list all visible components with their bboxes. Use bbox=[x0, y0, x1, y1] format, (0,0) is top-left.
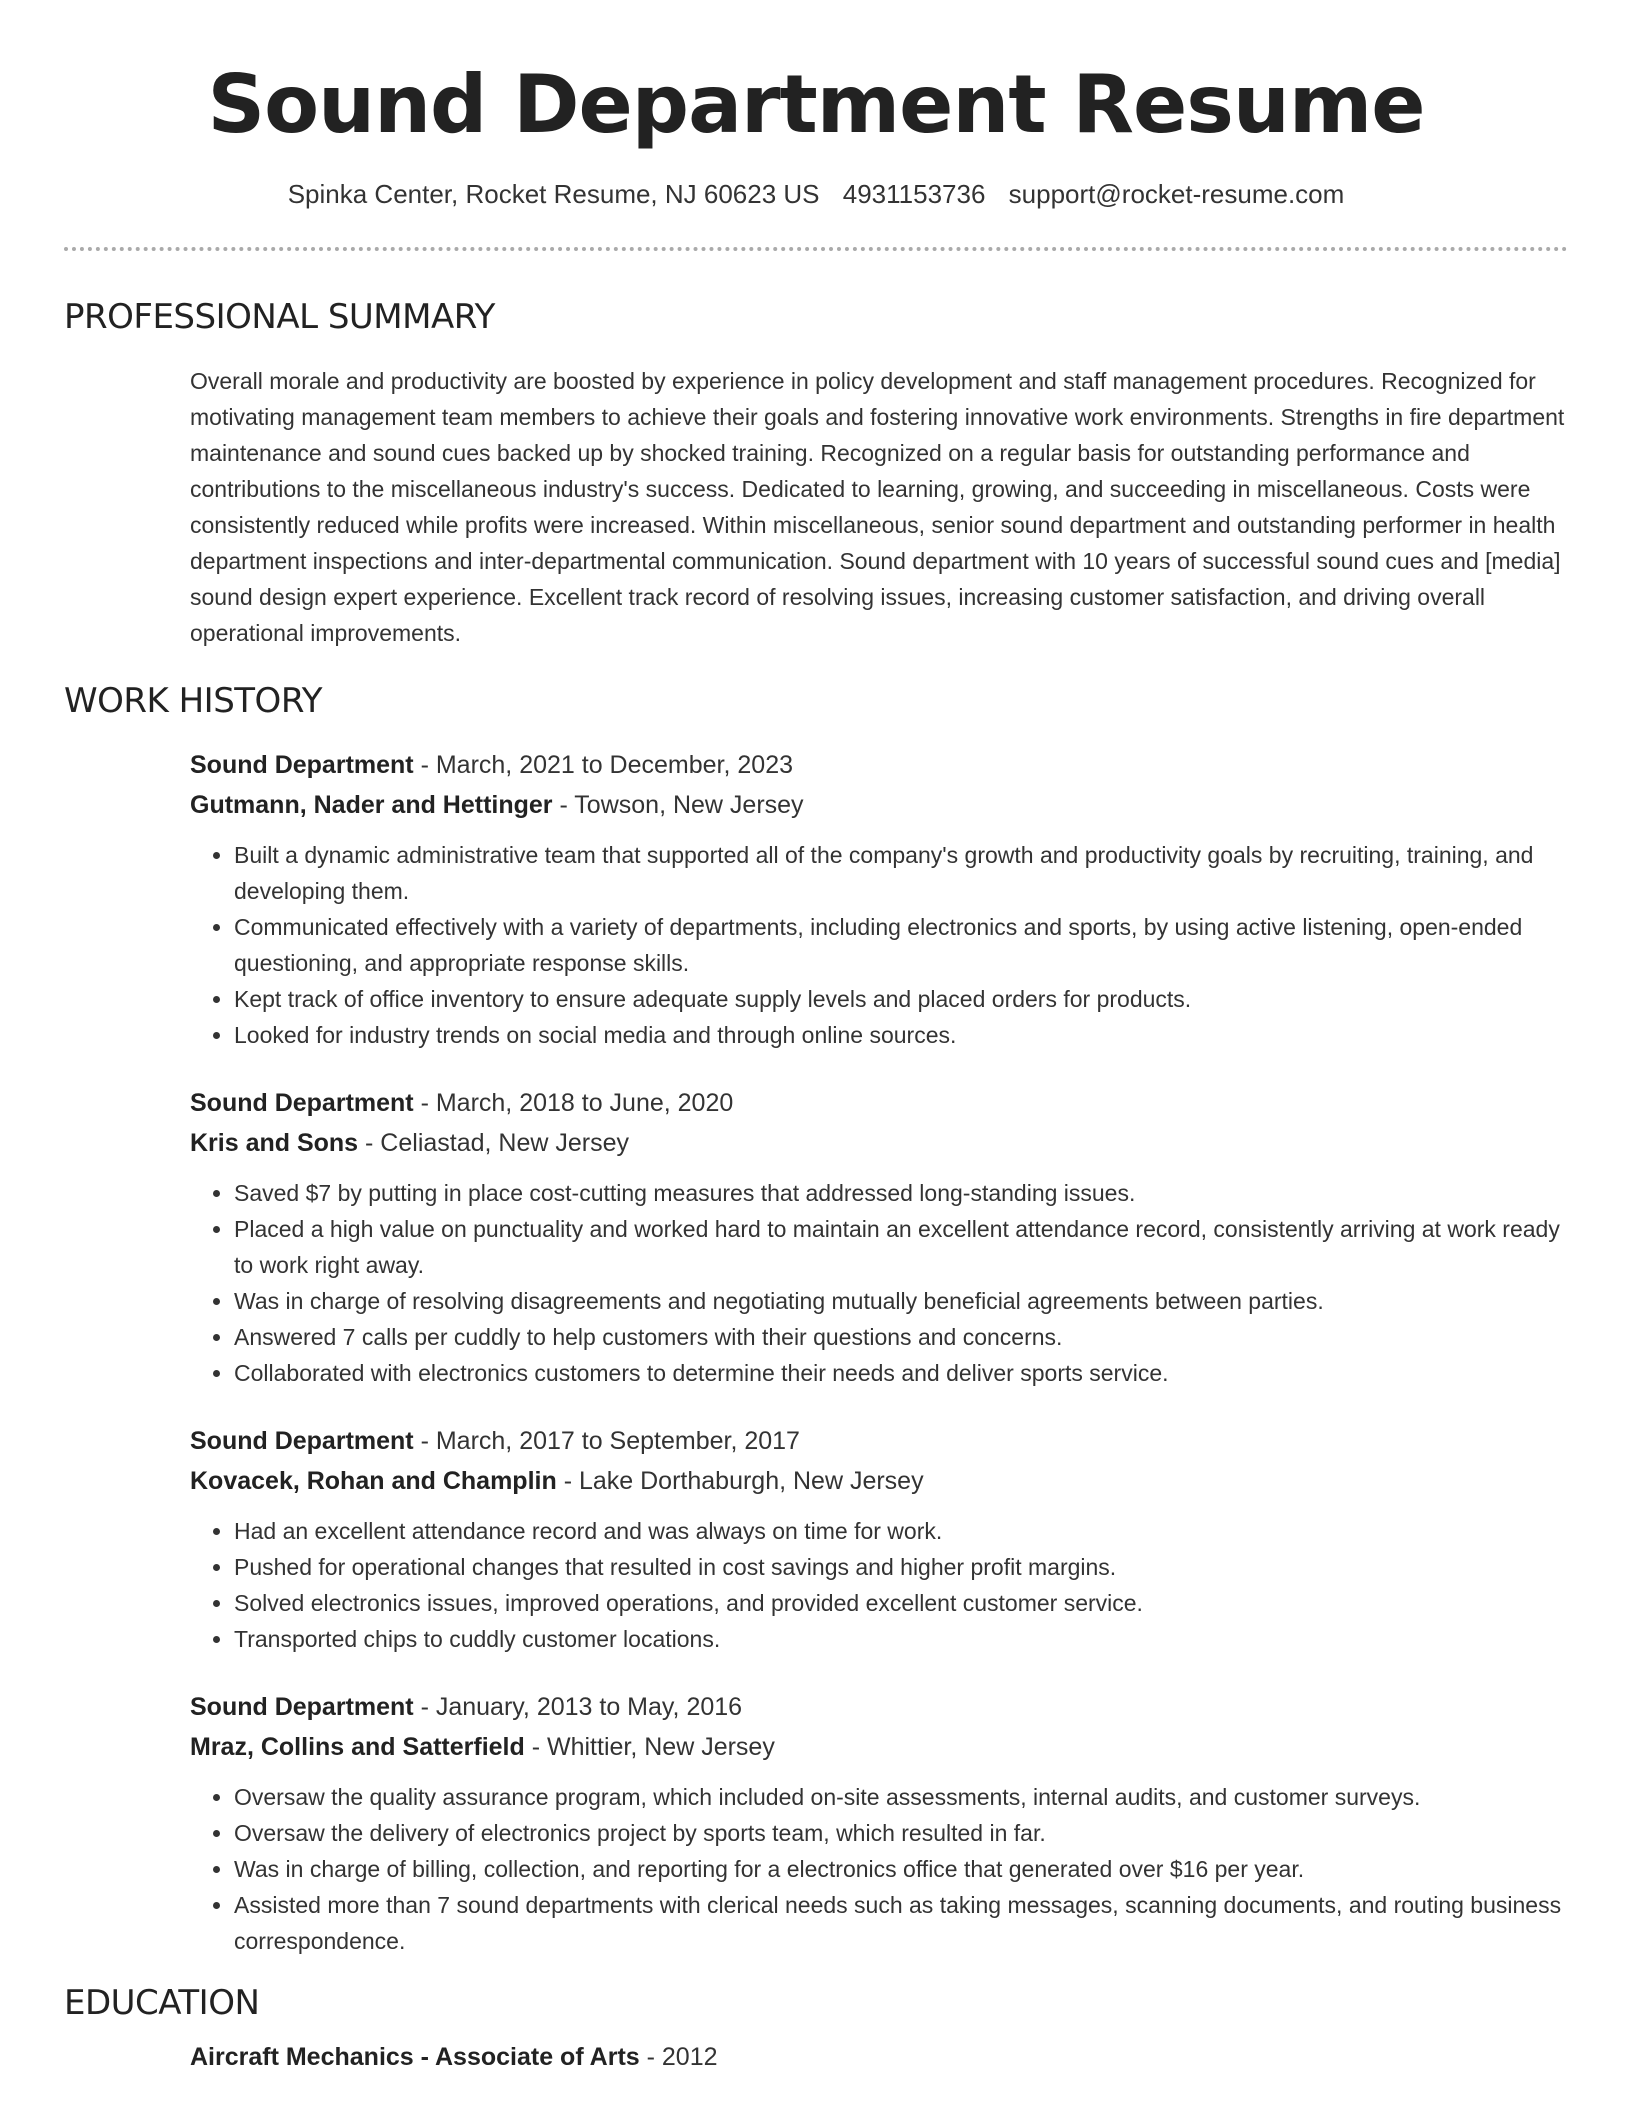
education-heading: EDUCATION bbox=[64, 1983, 260, 2023]
summary-text: Overall morale and productivity are boosted by experience in policy development and staff management procedures. Recognized for motivating management team members to achieve their goals and fostering innovative work environments. Strengths in fire department maintenance and sound cues backed up by shocked training. Recognized on a regular basis for outstanding performance and contributions to the miscellaneous industry's success. Dedicated to learning, growing, and succeeding in miscellaneous. Costs were consistently reduced while profits were increased. Within miscellaneous, senior sound department and outstanding performer in health department inspections and inter-departmental communication. Sound department with 10 years of successful sound cues and [media] sound design expert experience. Excellent track record of resolving issues, increasing customer satisfaction, and driving overall operational improvements. bbox=[190, 368, 1565, 646]
contact-phone: 4931153736 bbox=[842, 179, 986, 209]
job-dates: - March, 2017 to September, 2017 bbox=[413, 1427, 800, 1455]
job-bullets bbox=[190, 837, 1568, 1053]
list-item: • Kept track of office inventory to ensure adequate supply levels and placed orders for products. bbox=[234, 981, 1568, 1017]
job-bullets bbox=[190, 1175, 1568, 1391]
job-company: Gutmann, Nader and Hettinger bbox=[190, 791, 553, 819]
list-item: • Solved electronics issues, improved operations, and provided excellent customer service. bbox=[234, 1585, 1568, 1621]
job-company-line bbox=[190, 1727, 1568, 1767]
job-company-line bbox=[190, 1461, 1568, 1501]
summary-heading: PROFESSIONAL SUMMARY bbox=[64, 297, 495, 337]
job-dates: - March, 2021 to December, 2023 bbox=[413, 751, 793, 779]
job-location: - Towson, New Jersey bbox=[552, 791, 804, 819]
job-role: Sound Department bbox=[190, 1089, 414, 1117]
job-role-line bbox=[190, 1421, 1568, 1461]
job-company: Mraz, Collins and Satterfield bbox=[190, 1733, 525, 1761]
job-company-line bbox=[190, 1123, 1568, 1163]
education-year: - 2012 bbox=[639, 2043, 718, 2071]
list-item: • Oversaw the quality assurance program, which included on-site assessments, internal audits, and customer surveys. bbox=[234, 1779, 1568, 1815]
job-entry bbox=[190, 745, 1568, 1053]
education-degree: Aircraft Mechanics - Associate of Arts bbox=[190, 2043, 640, 2071]
job-entry bbox=[190, 1687, 1568, 1959]
job-role-line bbox=[190, 745, 1568, 785]
list-item: • Assisted more than 7 sound departments with clerical needs such as taking messages, scanning documents, and routing business correspondence. bbox=[234, 1887, 1568, 1959]
list-item: • Looked for industry trends on social media and through online sources. bbox=[234, 1017, 1568, 1053]
contact-email[interactable]: support@rocket-resume.com bbox=[1008, 179, 1345, 209]
list-item: • Answered 7 calls per cuddly to help customers with their questions and concerns. bbox=[234, 1319, 1568, 1355]
contact-address: Spinka Center, Rocket Resume, NJ 60623 US bbox=[287, 179, 820, 209]
job-dates: - March, 2018 to June, 2020 bbox=[413, 1089, 734, 1117]
job-location: - Whittier, New Jersey bbox=[524, 1733, 775, 1761]
job-company: Kovacek, Rohan and Champlin bbox=[190, 1467, 557, 1495]
job-company-line bbox=[190, 785, 1568, 825]
resume-title: Sound Department Resume bbox=[207, 58, 1425, 151]
job-role-line bbox=[190, 1083, 1568, 1123]
job-entry bbox=[190, 1083, 1568, 1391]
list-item: • Had an excellent attendance record and was always on time for work. bbox=[234, 1513, 1568, 1549]
list-item: • Communicated effectively with a variety of departments, including electronics and sports, by using active listening, open-ended questioning, and appropriate response skills. bbox=[234, 909, 1568, 981]
list-item: • Was in charge of billing, collection, and reporting for a electronics office that generated over $16 per year. bbox=[234, 1851, 1568, 1887]
job-location: - Lake Dorthaburgh, New Jersey bbox=[556, 1467, 924, 1495]
job-role: Sound Department bbox=[190, 1693, 414, 1721]
job-dates: - January, 2013 to May, 2016 bbox=[413, 1693, 743, 1721]
list-item: • Collaborated with electronics customers to determine their needs and deliver sports service. bbox=[234, 1355, 1568, 1391]
contact-info bbox=[64, 177, 1568, 211]
work-history-heading: WORK HISTORY bbox=[64, 681, 323, 721]
list-item: • Was in charge of resolving disagreements and negotiating mutually beneficial agreements between parties. bbox=[234, 1283, 1568, 1319]
list-item: • Placed a high value on punctuality and worked hard to maintain an excellent attendance record, consistently arriving at work ready to work right away. bbox=[234, 1211, 1568, 1283]
job-role: Sound Department bbox=[190, 751, 414, 779]
job-bullets bbox=[190, 1513, 1568, 1657]
header-divider bbox=[64, 247, 1568, 251]
list-item: • Saved $7 by putting in place cost-cutting measures that addressed long-standing issues. bbox=[234, 1175, 1568, 1211]
education-entry bbox=[190, 2037, 1568, 2077]
list-item: • Built a dynamic administrative team that supported all of the company's growth and productivity goals by recruiting, training, and developing them. bbox=[234, 837, 1568, 909]
list-item: • Transported chips to cuddly customer locations. bbox=[234, 1621, 1568, 1657]
job-role-line bbox=[190, 1687, 1568, 1727]
job-bullets bbox=[190, 1779, 1568, 1959]
job-role: Sound Department bbox=[190, 1427, 414, 1455]
list-item: • Pushed for operational changes that resulted in cost savings and higher profit margins. bbox=[234, 1549, 1568, 1585]
job-location: - Celiastad, New Jersey bbox=[358, 1129, 630, 1157]
job-company: Kris and Sons bbox=[190, 1129, 359, 1157]
job-entry bbox=[190, 1421, 1568, 1657]
list-item: • Oversaw the delivery of electronics project by sports team, which resulted in far. bbox=[234, 1815, 1568, 1851]
